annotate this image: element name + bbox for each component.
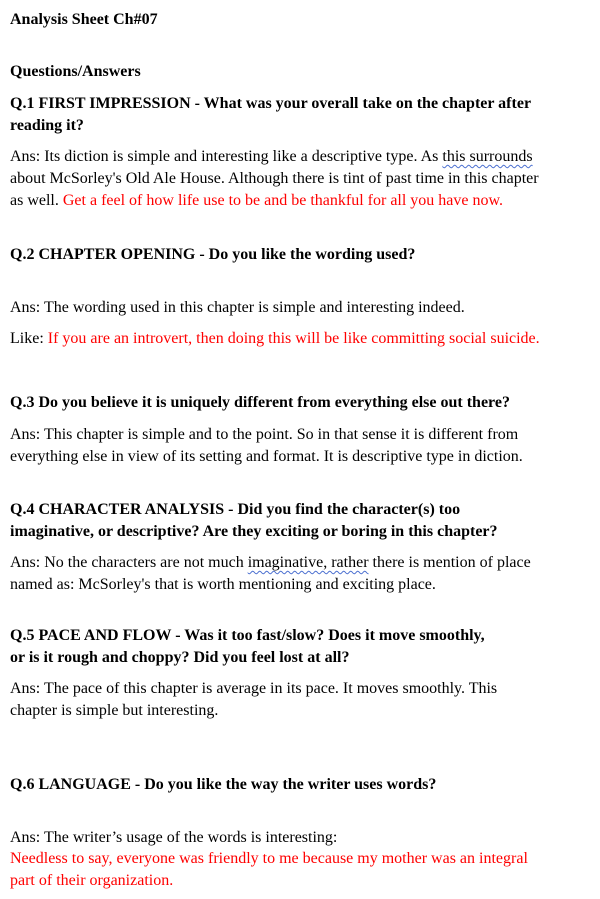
q1-question-line1: Q.1 FIRST IMPRESSION - What was your overall take on the chapter after — [10, 95, 532, 112]
q5-question-line2: or is it rough and choppy? Did you feel lost at all? — [10, 649, 350, 666]
q1-answer-text-end: as well. — [10, 192, 63, 209]
spellcheck-flagged-phrase[interactable]: this surrounds — [442, 148, 533, 165]
q4-answer-text: Ans: No the characters are not much — [10, 554, 248, 571]
q2-question: Q.2 CHAPTER OPENING - Do you like the wording used? — [10, 246, 416, 263]
q4-answer-line2: named as: McSorley's that is worth mentioning and exciting place. — [10, 576, 436, 593]
q6-question: Q.6 LANGUAGE - Do you like the way the writer uses words? — [10, 776, 437, 793]
q2-highlighted-quote: If you are an introvert, then doing this will be like committing social suicide. — [47, 330, 540, 347]
q4-answer-line1 — [10, 552, 531, 574]
q3-answer-line1: Ans: This chapter is simple and to the point. So in that sense it is different from — [10, 426, 519, 443]
q2-like-label: Like: — [10, 330, 48, 347]
q1-question-line2: reading it? — [10, 117, 84, 134]
q1-answer-line3 — [10, 190, 503, 212]
section-heading: Questions/Answers — [10, 63, 141, 80]
q3-question: Q.3 Do you believe it is uniquely different from everything else out there? — [10, 394, 510, 411]
q6-highlighted-quote-line1: Needless to say, everyone was friendly to me because my mother was an integral — [10, 850, 528, 867]
q1-answer-text: Ans: Its diction is simple and interesting like a descriptive type. As — [10, 148, 443, 165]
q2-answer: Ans: The wording used in this chapter is simple and interesting indeed. — [10, 299, 465, 316]
q1-highlighted-quote: Get a feel of how life use to be and be thankful for all you have now. — [62, 192, 504, 209]
q4-question-line1: Q.4 CHARACTER ANALYSIS - Did you find the character(s) too — [10, 501, 461, 518]
q1-answer-line1 — [10, 146, 533, 168]
q4-answer-text-end: there is mention of place — [368, 554, 531, 571]
q3-answer-line2: everything else in view of its setting and format. It is descriptive type in diction. — [10, 448, 523, 465]
spellcheck-flagged-phrase[interactable]: imaginative, rather — [247, 554, 369, 571]
q1-answer-line2: about McSorley's Old Ale House. Although there is tint of past time in this chapter — [10, 170, 539, 187]
q5-answer-line2: chapter is simple but interesting. — [10, 702, 219, 719]
q6-answer: Ans: The writer’s usage of the words is interesting: — [10, 829, 338, 846]
document-title: Analysis Sheet Ch#07 — [10, 11, 158, 28]
q2-like-line — [10, 328, 540, 350]
q6-highlighted-quote-line2: part of their organization. — [10, 872, 174, 889]
q4-question-line2: imaginative, or descriptive? Are they exciting or boring in this chapter? — [10, 523, 498, 540]
q5-answer-line1: Ans: The pace of this chapter is average in its pace. It moves smoothly. This — [10, 680, 498, 697]
q5-question-line1: Q.5 PACE AND FLOW - Was it too fast/slow? Does it move smoothly, — [10, 627, 485, 644]
